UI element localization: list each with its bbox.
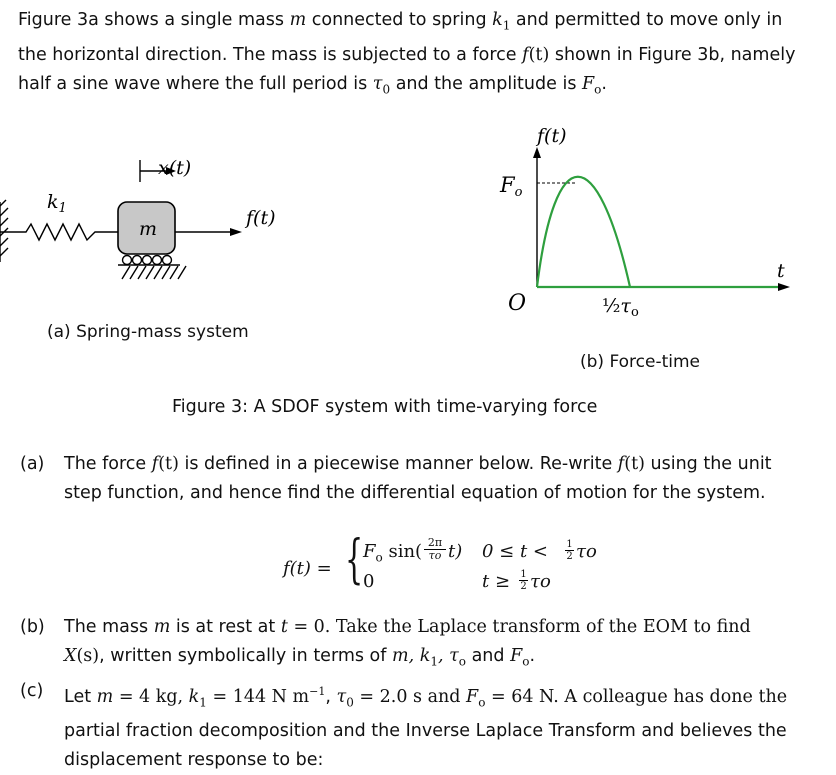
question-c-marker: (c) (20, 681, 44, 701)
intro-line-1: Figure 3a shows a single mass m connected to spring $k_1$ and permitted to move only in (18, 10, 783, 33)
question-a-line-1: The force f(t) is defined in a piecewise manner below. Re-write f(t) using the unit (64, 454, 772, 474)
ground-hatch (118, 265, 186, 279)
question-c-line-2: partial fraction decomposition and the Inverse Laplace Transform and believes the (64, 721, 787, 742)
F-o-label: Fo (500, 173, 523, 200)
y-axis-arrow (533, 147, 541, 158)
piecewise-brace: { (345, 530, 364, 590)
case-2-expression: 0 (363, 571, 375, 592)
case-1-half: 1 2 (566, 539, 573, 562)
question-a (20, 450, 820, 510)
case-2-tau: τo (530, 571, 551, 592)
intro-line-3: half a sine wave where the full period is $\tau_0$ and the amplitude is $F_o$. (18, 73, 607, 96)
t-axis-label: t (777, 260, 785, 282)
case-1-condition: 0 ≤ t < (482, 541, 549, 562)
force-arrow (175, 228, 242, 236)
piecewise-lhs: f(t) = (283, 558, 332, 579)
question-c (20, 677, 820, 771)
case-1-t: t) (448, 541, 463, 562)
question-b (20, 613, 820, 673)
f-t-label: f(t) (246, 207, 276, 229)
force-time-graph (490, 120, 810, 320)
intro-line-2: the horizontal direction. The mass is subjected to a force f(t) shown in Figure 3b, namely (18, 44, 796, 65)
caption-a: (a) Spring-mass system (47, 322, 249, 342)
spring-mass-diagram (0, 140, 320, 300)
intro-paragraph (18, 6, 818, 104)
question-a-marker: (a) (20, 454, 45, 474)
question-c-line-3: displacement response to be: (64, 750, 324, 771)
spring-k1 (0, 224, 118, 240)
k1-label: $k_1$ (47, 191, 67, 216)
case-1-tau: τo (576, 541, 597, 562)
case-2-condition: t ≥ (482, 571, 511, 592)
figure-caption: Figure 3: A SDOF system with time-varying force (172, 397, 598, 417)
question-a-line-2: step function, and hence find the differential equation of motion for the system. (64, 483, 766, 503)
f-t-axis-label: f(t) (537, 125, 567, 147)
mass-wheels (123, 256, 172, 265)
t-axis-arrow (778, 283, 790, 291)
case-1-fraction: 2π τo (424, 537, 446, 562)
question-b-line-1: The mass m is at rest at t = 0. Take the Laplace transform of the EOM to find (64, 617, 751, 637)
question-b-line-2: X(s), written symbolically in terms of m, $k_1$, $\tau_o$ and $F_o$. (64, 646, 536, 669)
case-2-half: 1 2 (520, 569, 527, 592)
origin-label: O (508, 291, 527, 316)
wall-hatch (0, 200, 8, 262)
mass-label: m (139, 218, 158, 240)
caption-b: (b) Force-time (580, 352, 700, 372)
question-b-marker: (b) (20, 617, 45, 637)
half-sine-curve (537, 177, 630, 287)
question-c-line-1: Let m = 4 kg, $k_1 = 144$ N $m^{-1}$, $\tau_0 = 2.0$ s and $F_o = 64$ N. A colleague has done the (64, 685, 788, 710)
half-tau-label: $\frac{1}{2}\tau_o$ (602, 295, 639, 320)
case-1-expression: $F_o$ sin( (363, 541, 423, 565)
x-t-label: x(t) (158, 157, 192, 179)
